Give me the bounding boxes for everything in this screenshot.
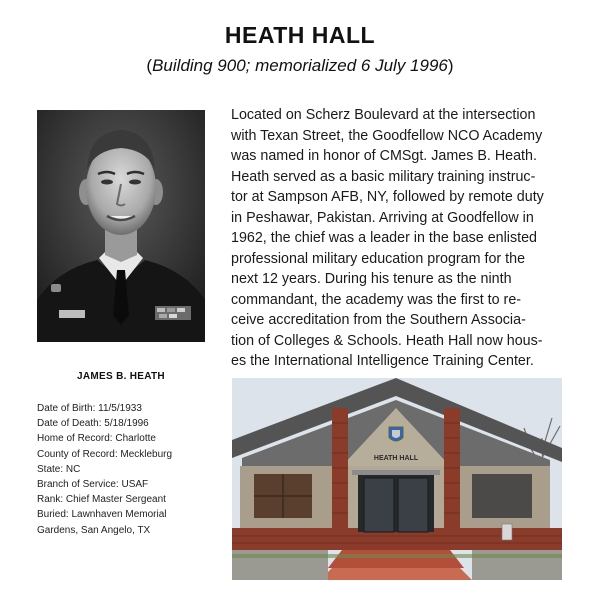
fact-rank: Rank: Chief Master Sergeant xyxy=(37,494,166,506)
fact-date-of-birth: Date of Birth: 11/5/1933 xyxy=(37,403,142,414)
bio-line: tion of Colleges & Schools. Heath Hall now hous- xyxy=(231,332,543,349)
bio-line: commandant, the academy was the first to re- xyxy=(231,291,522,308)
bio-line: was named in honor of CMSgt. James B. Heath. xyxy=(231,148,537,164)
building-sign: HEATH HALL xyxy=(373,455,419,462)
bio-line: tor at Sampson AFB, NY, followed by remote duty xyxy=(231,189,544,205)
bio-line: with Texan Street, the Goodfellow NCO Academy xyxy=(231,127,543,144)
portrait-photo xyxy=(37,110,205,342)
bio-line: next 12 years. During his tenure as the ninth xyxy=(231,271,512,287)
page-title: HEATH HALL xyxy=(224,22,376,48)
page-subtitle: (Building 900; memorialized 6 July 1996) xyxy=(146,56,454,75)
bio-line: es the International Intelligence Training Center. xyxy=(231,353,534,369)
bio-line: ceive accreditation from the Southern Associa- xyxy=(231,312,526,328)
building-photo xyxy=(232,378,562,580)
fact-county-of-record: County of Record: Meckleburg xyxy=(37,448,173,460)
bio-line: Located on Scherz Boulevard at the intersection xyxy=(231,107,536,123)
fact-date-of-death: Date of Death: 5/18/1996 xyxy=(37,418,149,430)
person-name: JAMES B. HEATH xyxy=(77,371,165,382)
shield-emblem-icon xyxy=(388,426,404,442)
fact-home-of-record: Home of Record: Charlotte xyxy=(37,433,156,445)
bio-line: Heath served as a basic military training instruc- xyxy=(231,168,536,185)
fact-state: State: NC xyxy=(37,463,81,475)
fact-buried: Buried: Lawnhaven Memorial xyxy=(37,509,167,521)
biography-text xyxy=(231,105,567,372)
bio-line: 1962, the chief was a leader in the base enlisted xyxy=(231,230,538,246)
bio-line: professional military education program for the xyxy=(231,250,526,267)
person-facts xyxy=(37,401,227,538)
bio-line: in Peshawar, Pakistan. Arriving at Goodfellow in xyxy=(231,209,534,226)
fact-buried-cont: Gardens, San Angelo, TX xyxy=(37,524,151,536)
fact-branch-of-service: Branch of Service: USAF xyxy=(37,479,149,491)
